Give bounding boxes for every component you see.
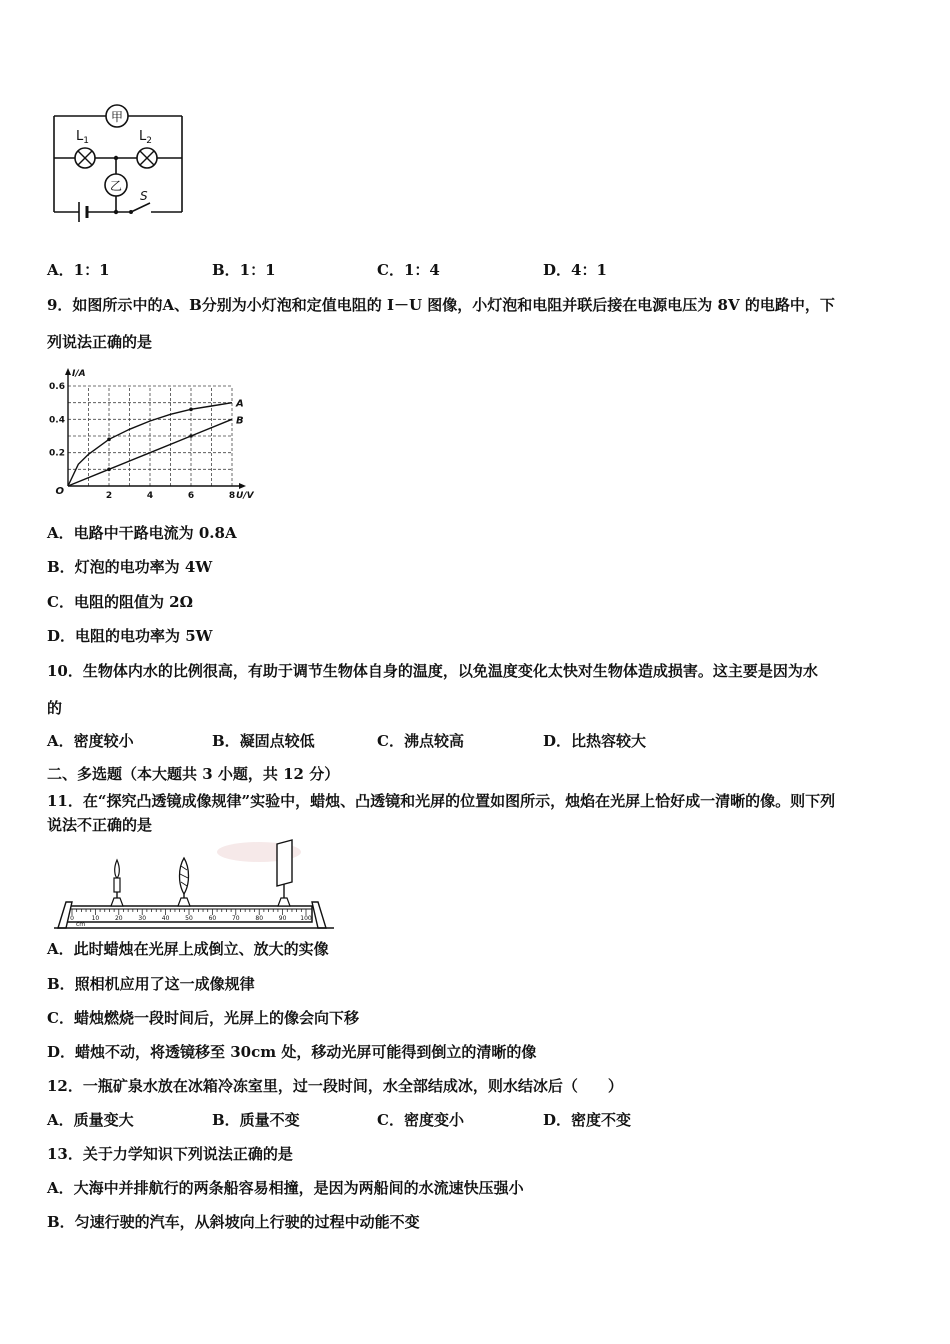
lamp-l1-label: $L_1$: [76, 129, 89, 146]
q10-stem-line2: 的: [47, 699, 63, 717]
q9-option-a[interactable]: A．电路中干路电流为 0.8A: [47, 524, 237, 542]
bench-tick-label: 60: [208, 915, 217, 922]
q12-option-d[interactable]: D．密度不变: [543, 1111, 632, 1129]
q9-stem-line1: 9．如图所示中的A、B分别为小灯泡和定值电阻的 I－U 图像，小灯泡和电阻并联后接在电源电压为 8V 的电路中，下: [47, 296, 835, 314]
origin-label: O: [55, 486, 64, 497]
bench-tick-label: 30: [138, 915, 147, 922]
q13-stem: 13．关于力学知识下列说法正确的是: [47, 1145, 293, 1163]
q10-stem-line1: 10．生物体内水的比例很高，有助于调节生物体自身的温度，以免温度变化太快对生物体造成损害。这主要是因为水: [47, 662, 818, 680]
switch-contact: [129, 210, 133, 214]
q9-option-b[interactable]: B．灯泡的电功率为 4W: [47, 558, 213, 576]
x-tick-label: 6: [187, 491, 195, 499]
meter-yi-label: 乙: [109, 179, 123, 193]
q8-option-c[interactable]: C．1：4: [377, 261, 440, 279]
circuit-diagram: [44, 100, 194, 222]
data-point: [189, 408, 193, 412]
bench-tick-label: 70: [231, 915, 240, 922]
data-point: [107, 438, 111, 442]
q9-option-c[interactable]: C．电阻的阻值为 2Ω: [47, 593, 193, 611]
q13-option-a[interactable]: A．大海中并排航行的两条船容易相撞，是因为两船间的水流速快压强小: [47, 1179, 524, 1197]
q9-stem-line2: 列说法正确的是: [47, 333, 153, 351]
iu-chart: [44, 364, 274, 499]
y-axis-label: I/A: [72, 369, 86, 379]
q10-option-b[interactable]: B．凝固点较低: [212, 732, 315, 750]
x-axis-label: U/V: [236, 491, 254, 499]
q12-option-c[interactable]: C．密度变小: [377, 1111, 464, 1129]
q10-option-c[interactable]: C．沸点较高: [377, 732, 464, 750]
q12-stem: 12．一瓶矿泉水放在冰箱冷冻室里，过一段时间，水全部结成冰，则水结冰后（ ）: [47, 1077, 623, 1095]
series-label-a: A: [236, 398, 244, 410]
bench-tick-label: 20: [114, 915, 123, 922]
bench-tick-label: 80: [255, 915, 264, 922]
y-tick-label: 0.2: [49, 448, 65, 459]
convex-lens-icon: [178, 858, 190, 906]
junction-dot: [114, 156, 118, 160]
q8-option-d[interactable]: D．4：1: [543, 261, 607, 279]
bench-tick-label: 50: [185, 915, 193, 922]
meter-jia-label: 甲: [110, 110, 124, 124]
q13-option-b[interactable]: B．匀速行驶的汽车，从斜坡向上行驶的过程中动能不变: [47, 1213, 420, 1231]
candle-icon: [111, 860, 123, 906]
bench-tick-label: 100: [300, 915, 312, 922]
q12-option-a[interactable]: A．质量变大: [47, 1111, 134, 1129]
bench-tick-label: 40: [161, 915, 170, 922]
q11-option-a[interactable]: A．此时蜡烛在光屏上成倒立、放大的实像: [47, 940, 329, 958]
data-point: [189, 434, 193, 438]
y-axis-arrow-icon: [65, 368, 71, 375]
optical-bench-figure: [44, 836, 349, 934]
junction-dot: [114, 210, 118, 214]
section-heading-multi-choice: 二、多选题（本大题共 3 小题，共 12 分）: [47, 765, 340, 783]
x-tick-label: 8: [228, 491, 236, 499]
q12-option-b[interactable]: B．质量不变: [212, 1111, 300, 1129]
x-axis-arrow-icon: [239, 483, 246, 489]
bench-tick-label: 0: [70, 915, 74, 922]
switch-blade: [131, 203, 150, 212]
q9-option-d[interactable]: D．电阻的电功率为 5W: [47, 627, 213, 645]
q11-option-d[interactable]: D．蜡烛不动，将透镜移至 30cm 处，移动光屏可能得到倒立的清晰的像: [47, 1043, 537, 1061]
y-tick-label: 0.6: [49, 382, 65, 392]
bench-tick-label: 90: [278, 915, 287, 922]
x-tick-label: 2: [105, 491, 113, 499]
data-point: [107, 468, 111, 472]
q10-option-a[interactable]: A．密度较小: [47, 732, 134, 750]
lamp-l2-label: $L_2$: [139, 129, 152, 146]
light-screen-icon: [277, 840, 292, 906]
switch-label: S: [140, 189, 148, 203]
bench-unit-label: cm: [76, 921, 86, 928]
bench-right-support: [312, 902, 326, 928]
y-tick-label: 0.4: [49, 415, 65, 426]
bench-tick-label: 10: [91, 915, 100, 922]
q11-stem-line1: 11．在“探究凸透镜成像规律”实验中，蜡烛、凸透镜和光屏的位置如图所示，烛焰在光屏上恰好成一清晰的像。则下列: [47, 792, 836, 810]
x-tick-label: 4: [146, 491, 154, 499]
q8-option-b[interactable]: B．1：1: [212, 261, 276, 279]
q11-option-b[interactable]: B．照相机应用了这一成像规律: [47, 975, 255, 993]
q11-option-c[interactable]: C．蜡烛燃烧一段时间后，光屏上的像会向下移: [47, 1009, 359, 1027]
series-label-b: B: [236, 415, 244, 427]
q11-stem-line2: 说法不正确的是: [47, 816, 153, 834]
q10-option-d[interactable]: D．比热容较大: [543, 732, 647, 750]
q8-option-a[interactable]: A．1：1: [47, 261, 110, 279]
